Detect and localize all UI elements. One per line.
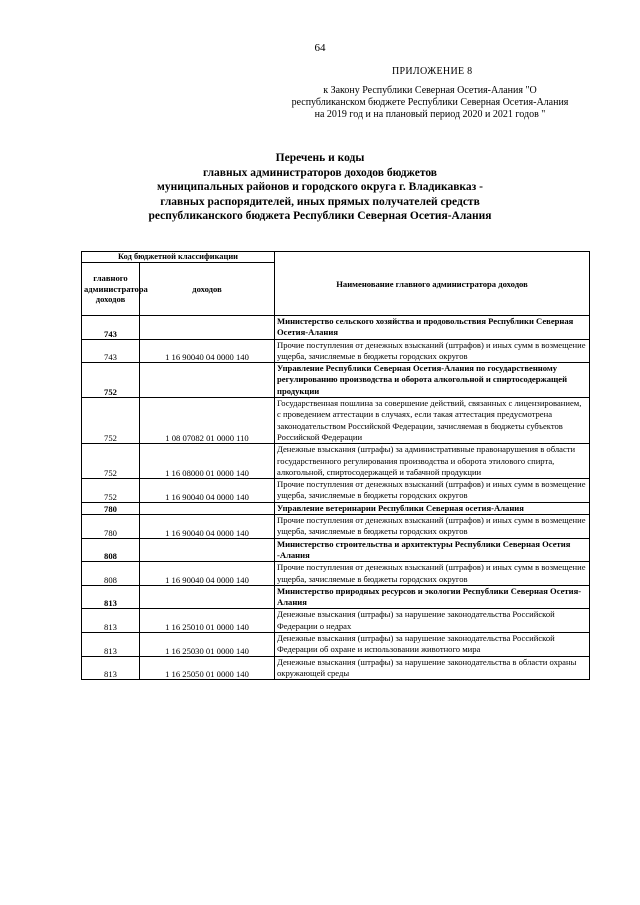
- administrator-name-cell: Управление Республики Северная Осетия-Алания по государственному регулированию производства и оборота алкогольной и спиртосодержащей продукции: [275, 363, 590, 398]
- header-revenue-code: доходов: [140, 263, 275, 316]
- appendix-block: [280, 66, 580, 121]
- table-row: [82, 585, 590, 609]
- page-number: 64: [314, 42, 326, 54]
- header-administrator-name: Наименование главного администратора доходов: [275, 252, 590, 316]
- administrator-name-cell: Денежные взыскания (штрафы) за административные правонарушения в области государственного регулирования производства и оборота этилового спирта, алкогольной, спиртосодержащей и табачной продукции: [275, 444, 590, 479]
- revenue-code-cell: [140, 538, 275, 562]
- admin-code-cell: 813: [82, 633, 140, 657]
- administrator-name-cell: Прочие поступления от денежных взысканий (штрафов) и иных сумм в возмещение ущерба, зачисляемые в бюджеты городских округов: [275, 515, 590, 539]
- administrator-name-cell: Прочие поступления от денежных взысканий (штрафов) и иных сумм в возмещение ущерба, зачисляемые в бюджеты городских округов: [275, 562, 590, 586]
- admin-code-cell: 752: [82, 444, 140, 479]
- administrator-name-cell: Государственная пошлина за совершение действий, связанных с лицензированием, с проведением аттестации в случаях, если такая аттестация предусмотрена законодательством Российской Федерации, зачисляемая в бюджеты субъектов Российской Федерации: [275, 398, 590, 444]
- table-body: [82, 316, 590, 680]
- admin-code-cell: 752: [82, 398, 140, 444]
- title-line: муниципальных районов и городского округа г. Владикавказ -: [157, 181, 483, 193]
- admin-code-cell: 813: [82, 656, 140, 680]
- appendix-subtitle: [280, 85, 580, 121]
- revenue-code-cell: 1 16 25010 01 0000 140: [140, 609, 275, 633]
- administrator-name-cell: Прочие поступления от денежных взысканий (штрафов) и иных сумм в возмещение ущерба, зачисляемые в бюджеты городских округов: [275, 479, 590, 503]
- revenue-code-cell: 1 16 90040 04 0000 140: [140, 515, 275, 539]
- admin-code-cell: 743: [82, 316, 140, 340]
- revenue-code-cell: 1 16 08000 01 0000 140: [140, 444, 275, 479]
- title-line: главных распорядителей, иных прямых получателей средств: [160, 195, 480, 208]
- appendix-line: республиканском бюджете Республики Северная Осетия-Алания: [291, 97, 569, 108]
- appendix-line: к Закону Республики Северная Осетия-Алания "О: [323, 85, 537, 96]
- document-title: [0, 151, 640, 224]
- revenue-code-cell: [140, 585, 275, 609]
- administrator-name-cell: Управление ветеринарии Республики Северная осетия-Алания: [275, 502, 590, 514]
- appendix-title: ПРИЛОЖЕНИЕ 8: [392, 66, 473, 77]
- revenue-code-cell: 1 16 25030 01 0000 140: [140, 633, 275, 657]
- header-budget-classification: Код бюджетной классификации: [82, 252, 275, 263]
- table-row: [82, 316, 590, 340]
- table-row: [82, 538, 590, 562]
- admin-code-cell: 743: [82, 339, 140, 363]
- admin-code-cell: 780: [82, 515, 140, 539]
- admin-code-cell: 752: [82, 479, 140, 503]
- administrator-name-cell: Прочие поступления от денежных взысканий (штрафов) и иных сумм в возмещение ущерба, зачисляемые в бюджеты городских округов: [275, 339, 590, 363]
- administrator-name-cell: Денежные взыскания (штрафы) за нарушение законодательства Российской Федерации о недрах: [275, 609, 590, 633]
- administrators-table: [81, 251, 590, 680]
- admin-code-cell: 813: [82, 609, 140, 633]
- administrator-name-cell: Министерство сельского хозяйства и продовольствия Республики Северная Осетия-Алания: [275, 316, 590, 340]
- admin-code-cell: 780: [82, 502, 140, 514]
- table-row: [82, 444, 590, 479]
- title-line: республиканского бюджета Республики Северная Осетия-Алания: [148, 210, 492, 222]
- appendix-line: на 2019 год и на плановый период 2020 и 2021 годов ": [314, 109, 546, 120]
- revenue-code-cell: 1 08 07082 01 0000 110: [140, 398, 275, 444]
- table-row: [82, 609, 590, 633]
- table-row: [82, 363, 590, 398]
- table-row: [82, 339, 590, 363]
- revenue-code-cell: [140, 316, 275, 340]
- admin-code-cell: 752: [82, 363, 140, 398]
- revenue-code-cell: [140, 502, 275, 514]
- admin-code-cell: 813: [82, 585, 140, 609]
- admin-code-cell: 808: [82, 562, 140, 586]
- revenue-code-cell: 1 16 90040 04 0000 140: [140, 339, 275, 363]
- administrator-name-cell: Министерство строительства и архитектуры Республики Северная Осетия -Алания: [275, 538, 590, 562]
- table-row: [82, 502, 590, 514]
- title-line: Перечень и коды: [275, 152, 365, 164]
- administrator-name-cell: Министерство природных ресурсов и экологии Республики Северная Осетия-Алания: [275, 585, 590, 609]
- table-row: [82, 479, 590, 503]
- title-line: главных администраторов доходов бюджетов: [202, 166, 438, 179]
- table-row: [82, 656, 590, 680]
- administrators-table-wrap: [81, 251, 590, 680]
- administrator-name-cell: Денежные взыскания (штрафы) за нарушение законодательства в области охраны окружающей среды: [275, 656, 590, 680]
- header-admin-code: главного администратора доходов: [82, 263, 140, 316]
- revenue-code-cell: [140, 363, 275, 398]
- table-row: [82, 633, 590, 657]
- table-row: [82, 398, 590, 444]
- table-row: [82, 515, 590, 539]
- administrator-name-cell: Денежные взыскания (штрафы) за нарушение законодательства Российской Федерации об охране и использовании животного мира: [275, 633, 590, 657]
- revenue-code-cell: 1 16 90040 04 0000 140: [140, 479, 275, 503]
- admin-code-cell: 808: [82, 538, 140, 562]
- table-row: [82, 562, 590, 586]
- revenue-code-cell: 1 16 25050 01 0000 140: [140, 656, 275, 680]
- revenue-code-cell: 1 16 90040 04 0000 140: [140, 562, 275, 586]
